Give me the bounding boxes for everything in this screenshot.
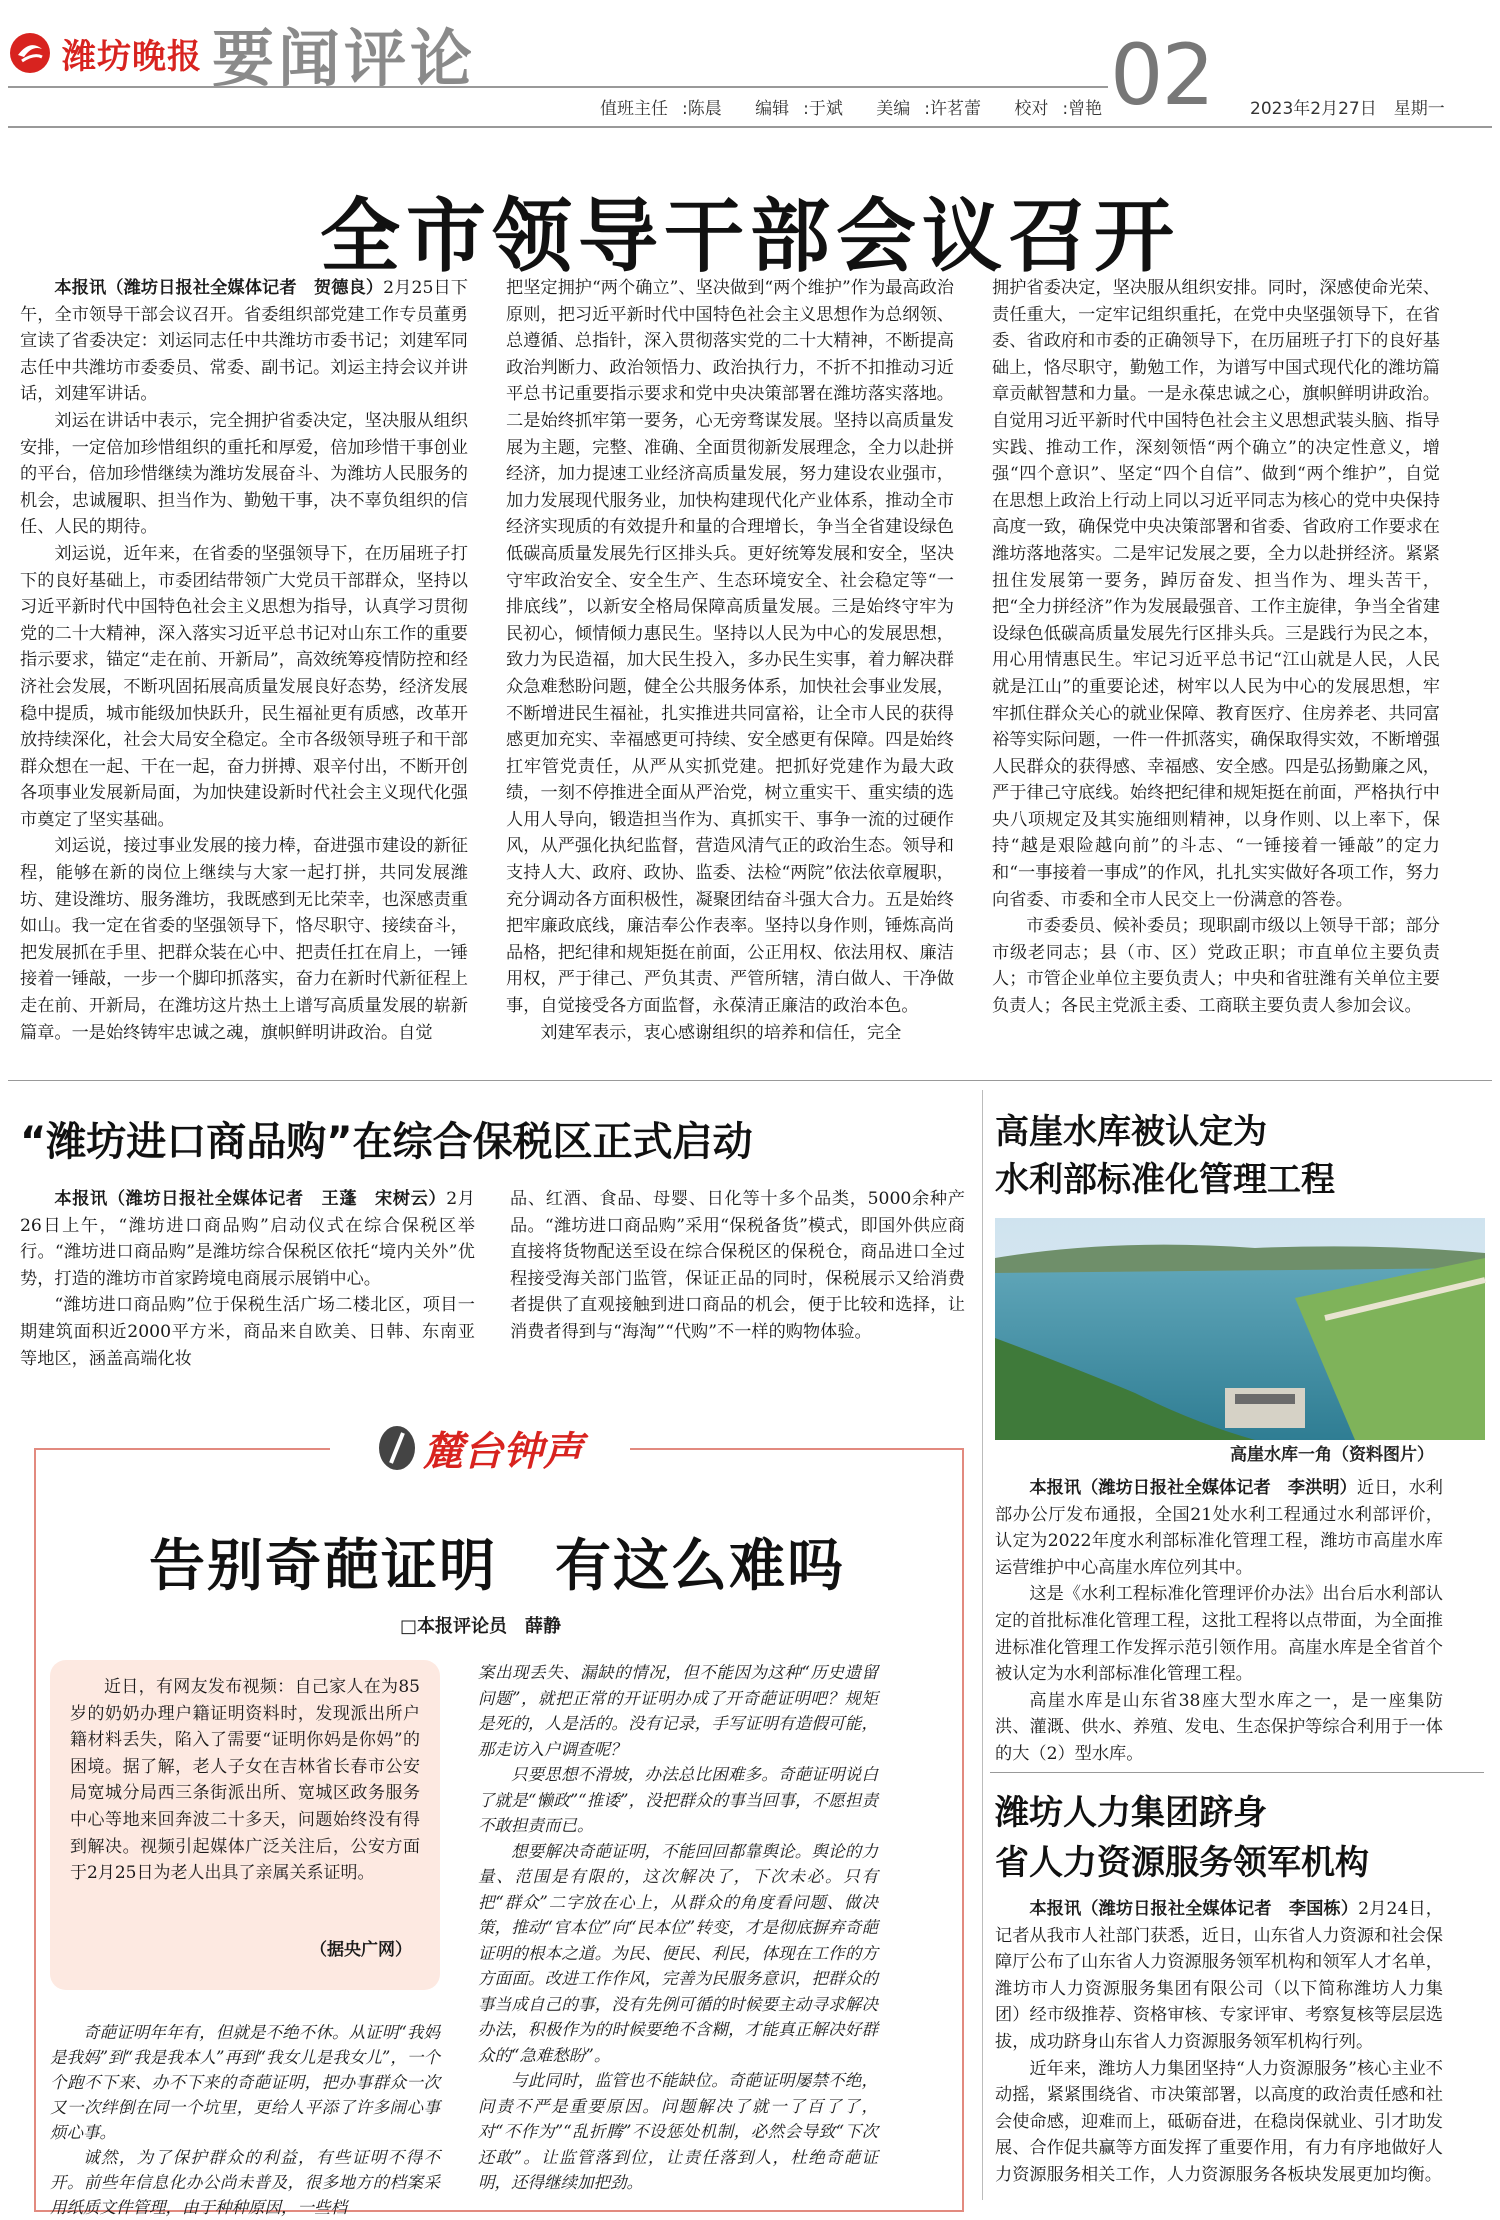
- paragraph: “潍坊进口商品购”位于保税生活广场二楼北区，项目一期建筑面积近2000平方米，商品来自欧美、日韩、东南亚等地区，涵盖高端化妆: [20, 1295, 475, 1369]
- reservoir-headline: 高崖水库被认定为 水利部标准化管理工程: [995, 1112, 1335, 1200]
- editor-credit: 值班主任 :陈晨: [600, 99, 722, 119]
- column-divider: [982, 1090, 983, 2200]
- paragraph: 刘运说，近年来，在省委的坚强领导下，在历届班子打下的良好基础上，市委团结带领广大党员干部群众，坚持以习近平新时代中国特色社会主义思想为指导，认真学习贯彻党的二十大精神，深入落实习近平总书记对山东工作的重要指示要求，锚定“走在前、开新局”，高效统筹疫情防控和经济社会发展，不断巩固拓展高质量发展良好态势，经济发展稳中提质，城市能级加快跃升，民生福祉更有质感，改革开放持续深化，社会大局安全稳定。全市各级领导班子和干部群众想在一起、干在一起，奋力拼搏、艰辛付出，不断开创各项事业发展新局面，为加快建设新时代社会主义现代化强市奠定了坚实基础。: [20, 543, 468, 830]
- reservoir-photo: [995, 1218, 1485, 1440]
- commentary-col-1: [50, 2020, 440, 2217]
- masthead: [8, 21, 608, 95]
- editor-credit: 美编 :许茗蕾: [876, 99, 982, 119]
- commentary-author: □本报评论员 薛静: [400, 1616, 562, 1637]
- column-name: 麓台钟声: [423, 1427, 583, 1475]
- lead-article-col-3: [992, 275, 1440, 1055]
- paper-name: 潍坊晚报: [62, 36, 202, 77]
- paragraph: 拥护省委决定，坚决服从组织安排。同时，深感使命光荣、责任重大，一定牢记组织重托，在党中央坚强领导下，在省委、省政府和市委的正确领导下，在历届班子打下的良好基础上，恪尽职守，勤勉工作，为谱写中国式现代化的潍坊篇章贡献智慧和力量。一是永葆忠诚之心，旗帜鲜明讲政治。自觉用习近平新时代中国特色社会主义思想武装头脑、指导实践、推动工作，深刻领悟“两个确立”的决定性意义，增强“四个意识”、坚定“四个自信”、做到“两个维护”，自觉在思想上政治上行动上同以习近平同志为核心的党中央保持高度一致，确保党中央决策部署和省委、省政府工作要求在潍坊落地落实。二是牢记发展之要，全力以赴拼经济。紧紧扭住发展第一要务，踔厉奋发、担当作为、埋头苦干，把“全力拼经济”作为发展最强音、工作主旋律，争当全省建设绿色低碳高质量发展先行区排头兵。三是践行为民之本，用心用情惠民生。牢记习近平总书记“江山就是人民，人民就是江山”的重要论述，树牢以人民为中心的发展思想，牢牢抓住群众关心的就业保障、教育医疗、住房养老、共同富裕等实际问题，一件一件抓落实，确保取得实效，不断增强人民群众的获得感、幸福感、安全感。四是弘扬勤廉之风，严于律己守底线。始终把纪律和规矩挺在前面，严格执行中央八项规定及其实施细则精神，以身作则、以上率下，保持“越是艰险越向前”的斗志、“一锤接着一锤敲”的定力和“一事接着一事成”的作风，扎扎实实做好各项工作，努力向省委、市委和全市人民交上一份满意的答卷。: [992, 278, 1440, 910]
- paragraph: 与此同时，监管也不能缺位。奇葩证明屡禁不绝，问责不严是重要原因。问题解决了就一了百了了，对“不作为”“乱折腾”不设惩处机制，必然会导致“下次还敢”。让监管落到位，让责任落到人，杜绝奇葩证明，还得继续加把劲。: [478, 2071, 878, 2192]
- masthead-rule: [8, 86, 1108, 88]
- byline: 本报讯（潍坊日报社全媒体记者 王蓬 宋树云）: [54, 1189, 447, 1209]
- column-banner: [330, 1420, 630, 1476]
- hr-article-body: 本报讯（潍坊日报社全媒体记者 李国栋）2月24日，记者从我市人社部门获悉，近日，山东省人力资源和社会保障厅公布了山东省人力资源服务领军机构和领军人才名单，潍坊市人力资源服务集团有限公司（以下简称潍坊人力集团）经市级推荐、资格审核、专家评审、考察复核等层层选拔，成功跻身山东省人力资源服务领军机构行列。 近年来，潍坊人力集团坚持“人力资源服务”核心主业不动摇，紧紧围绕省、市决策部署，以高度的政治责任感和社会使命感，迎难而上，砥砺奋进，在稳岗保就业、引才助发展、合作促共赢等方面发挥了重要作用，有力有序地做好人力资源服务相关工作，人力资源服务各板块发展更加均衡。: [995, 1896, 1443, 2208]
- trade-headline: “潍坊进口商品购”在综合保税区正式启动: [20, 1119, 753, 1165]
- trade-article-col-2: [510, 1186, 965, 1386]
- paragraph: 刘运在讲话中表示，完全拥护省委决定，坚决服从组织安排，一定倍加珍惜组织的重托和厚爱，倍加珍惜干事创业的平台，倍加珍惜继续为潍坊发展奋斗、为潍坊人民服务的机会，忠诚履职、担当作为、勤勉干事，决不辜负组织的信任、人民的期待。: [20, 410, 468, 538]
- paragraph: 刘运说，接过事业发展的接力棒，奋进强市建设的新征程，能够在新的岗位上继续与大家一起打拼，共同发展潍坊、建设潍坊、服务潍坊，我既感到无比荣幸，也深感责重如山。我一定在省委的坚强领导下，恪尽职守、接续奋斗，把发展抓在手里、把群众装在心中、把责任扛在肩上，一锤接着一锤敲，一步一个脚印抓落实，奋力在新时代新征程上走在前、开新局，在潍坊这片热土上谱写高质量发展的崭新篇章。一是始终铸牢忠诚之魂，旗帜鲜明讲政治。自觉: [20, 836, 468, 1043]
- paragraph: 把坚定拥护“两个确立”、坚决做到“两个维护”作为最高政治原则，把习近平新时代中国特色社会主义思想作为总纲领、总遵循、总指针，深入贯彻落实党的二十大精神，不断提高政治判断力、政治领悟力、政治执行力，不折不扣推动习近平总书记重要指示要求和党中央决策部署在潍坊落实落地。二是始终抓牢第一要务，心无旁骛谋发展。坚持以高质量发展为主题，完整、准确、全面贯彻新发展理念，全力以赴拼经济，加力提速工业经济高质量发展，努力建设农业强市，加力发展现代服务业，加快构建现代化产业体系，推动全市经济实现质的有效提升和量的合理增长，争当全省建设绿色低碳高质量发展先行区排头兵。更好统筹发展和安全，坚决守牢政治安全、安全生产、生态环境安全、社会稳定等“一排底线”，以新安全格局保障高质量发展。三是始终守牢为民初心，倾情倾力惠民生。坚持以人民为中心的发展思想，致力为民造福，加大民生投入，多办民生实事，着力解决群众急难愁盼问题，健全公共服务体系，加快社会事业发展，不断增进民生福祉，扎实推进共同富裕，让全市人民的获得感更加充实、幸福感更可持续、安全感更有保障。四是始终扛牢管党责任，从严从实抓党建。把抓好党建作为最大政绩，一刻不停推进全面从严治党，树立重实干、重实绩的选人用人导向，锻造担当作为、真抓实干、事争一流的过硬作风，从严强化执纪监督，营造风清气正的政治生态。领导和支持人大、政府、政协、监委、法检“两院”依法依章履职，充分调动各方面积极性，凝聚团结奋斗强大合力。五是始终把牢廉政底线，廉洁奉公作表率。坚持以身作则，锤炼高尚品格，把纪律和规矩挺在前面，公正用权、依法用权、廉洁用权，严于律己、严负其责、严管所辖，清白做人、干净做事，自觉接受各方面监督，永葆清正廉洁的政治本色。: [506, 278, 954, 1017]
- hr-headline: 潍坊人力集团跻身 省人力资源服务领军机构: [995, 1793, 1369, 1883]
- commentary-headline: 告别奇葩证明 有这么难吗: [149, 1534, 845, 1599]
- editor-credit: 编辑 :于斌: [755, 99, 843, 119]
- paragraph: 市委委员、候补委员；现职副市级以上领导干部；部分市级老同志；县（市、区）党政正职；市直单位主要负责人；市管企业单位主要负责人；中央和省驻潍有关单位主要负责人；各民主党派主委、工商联主要负责人参加会议。: [992, 916, 1440, 1017]
- byline: 本报讯（潍坊日报社全媒体记者 李洪明）: [1029, 1478, 1357, 1498]
- section-divider: [8, 1080, 1492, 1081]
- quote-text: 近日，有网友发布视频：自己家人在为85岁的奶奶办理户籍证明资料时，发现派出所户籍材料丢失，陷入了需要“证明你妈是你妈”的困境。据了解，老人子女在吉林省长春市公安局宽城分局西三条街派出所、宽城区政务服务中心等地来回奔波二十多天，问题始终没有得到解决。视频引起媒体广泛关注后，公安方面于2月25日为老人出具了亲属关系证明。: [70, 1677, 420, 1884]
- section-divider: [990, 1772, 1484, 1773]
- issue-date: 2023年2月27日 星期一: [1250, 99, 1445, 119]
- paragraph: 只要思想不滑坡，办法总比困难多。奇葩证明说白了就是“懒政”“推诿”，没把群众的事当回事，不愿担责不敢担责而已。: [478, 1765, 878, 1835]
- photo-caption: 高崖水库一角（资料图片）: [1230, 1445, 1434, 1465]
- reservoir-article-body: 本报讯（潍坊日报社全媒体记者 李洪明）近日，水利部办公厅发布通报，全国21处水利工程通过水利部评价，认定为2022年度水利部标准化管理工程，潍坊市高崖水库运营维护中心高崖水库位列其中。 这是《水利工程标准化管理评价办法》出台后水利部认定的首批标准化管理工程，这批工程将以点带面，为全面推进标准化管理工作发挥示范引领作用。高崖水库是全省首个被认定为水利部标准化管理工程。 高崖水库是山东省38座大型水库之一，是一座集防洪、灌溉、供水、养殖、发电、生态保护等综合利用于一体的大（2）型水库。: [995, 1475, 1443, 1785]
- paragraph: 奇葩证明年年有，但就是不绝不休。从证明“我妈是我妈”到“我是我本人”再到“我女儿是我女儿”，一个个跑不下来、办不下来的奇葩证明，把办事群众一次又一次绊倒在同一个坑里，更给人平添了许多闹心事烦心事。: [50, 2023, 440, 2142]
- quote-source: （据央广网）: [310, 1940, 412, 1960]
- paragraph: 刘建军表示，衷心感谢组织的培养和信任，完全: [540, 1022, 902, 1043]
- paragraph: 品、红酒、食品、母婴、日化等十多个品类，5000余种产品。“潍坊进口商品购”采用“保税备货”模式，即国外供应商直接将货物配送至设在综合保税区的保税仓，商品进口全过程接受海关部门监管，保证正品的同时，保税展示又给消费者提供了直观接触到进口商品的机会，便于比较和选择，让消费者得到与“海淘”“代购”不一样的购物体验。: [510, 1189, 965, 1342]
- commentary-col-2: [478, 1660, 878, 2200]
- paragraph: 诚然，为了保护群众的利益，有些证明不得不开。前些年信息化办公尚未普及，很多地方的档案采用纸质文件管理，由于种种原因，一些档: [50, 2148, 440, 2217]
- byline: 本报讯（潍坊日报社全媒体记者 李国栋）: [1029, 1899, 1359, 1919]
- trade-article-col-1: 本报讯（潍坊日报社全媒体记者 王蓬 宋树云）2月26日上午，“潍坊进口商品购”启动仪式在综合保税区举行。“潍坊进口商品购”是潍坊综合保税区依托“境内关外”优势，打造的潍坊市首家跨境电商展示展销中心。 “潍坊进口商品购”位于保税生活广场二楼北区，项目一期建筑面积近2000平方米，商品来自欧美、日韩、东南亚等地区，涵盖高端化妆: [20, 1186, 475, 1386]
- lead-article-col-2: [506, 275, 954, 1055]
- page-number: 02: [1110, 26, 1213, 124]
- paragraph: 案出现丢失、漏缺的情况，但不能因为这种“历史遗留问题”，就把正常的开证明办成了开奇葩证明吧？规矩是死的，人是活的。没有记录，手写证明有造假可能，那走访入户调查呢？: [478, 1663, 878, 1759]
- byline: 本报讯（潍坊日报社全媒体记者 贺德良）: [54, 278, 384, 298]
- masthead-bottom-rule: [8, 126, 1492, 128]
- lead-article-col-1: 本报讯（潍坊日报社全媒体记者 贺德良）2月25日下午，全市领导干部会议召开。省委组织部党建工作专员董勇宣读了省委决定：刘运同志任中共潍坊市委书记；刘建军同志任中共潍坊市委委员、常委、副书记。刘运主持会议并讲话，刘建军讲话。 刘运在讲话中表示，完全拥护省委决定，坚决服从组织安排，一定倍加珍惜组织的重托和厚爱，倍加珍惜干事创业的平台，倍加珍惜继续为潍坊发展奋斗、为潍坊人民服务的机会，忠诚履职、担当作为、勤勉干事，决不辜负组织的信任、人民的期待。 刘运说，近年来，在省委的坚强领导下，在历届班子打下的良好基础上，市委团结带领广大党员干部群众，坚持以习近平新时代中国特色社会主义思想为指导，认真学习贯彻党的二十大精神，深入落实习近平总书记对山东工作的重要指示要求，锚定“走在前、开新局”，高效统筹疫情防控和经济社会发展，不断巩固拓展高质量发展良好态势，经济发展稳中提质，城市能级加快跃升，民生福祉更有质感，改革开放持续深化，社会大局安全稳定。全市各级领导班子和干部群众想在一起、干在一起，奋力拼搏、艰辛付出，不断开创各项事业发展新局面，为加快建设新时代社会主义现代化强市奠定了坚实基础。 刘运说，接过事业发展的接力棒，奋进强市建设的新征程，能够在新的岗位上继续与大家一起打拼，共同发展潍坊、建设潍坊、服务潍坊，我既感到无比荣幸，也深感责重如山。我一定在省委的坚强领导下，恪尽职守、接续奋斗，把发展抓在手里、把群众装在心中、把责任扛在肩上，一锤接着一锤敲，一步一个脚印抓落实，奋力在新时代新征程上走在前、开新局，在潍坊这片热土上谱写高质量发展的崭新篇章。一是始终铸牢忠诚之魂，旗帜鲜明讲政治。自觉: [20, 275, 468, 1055]
- paragraph: 高崖水库是山东省38座大型水库之一，是一座集防洪、灌溉、供水、养殖、发电、生态保护等综合利用于一体的大（2）型水库。: [995, 1690, 1443, 1764]
- editor-credits: [600, 94, 1130, 119]
- editor-credit: 校对 :曾艳: [1014, 99, 1103, 119]
- paragraph: 近年来，潍坊人力集团坚持“人力资源服务”核心主业不动摇，紧紧围绕省、市决策部署，以高度的政治责任感和社会使命感，迎难而上，砥砺奋进，在稳岗保就业、引才助发展、合作促共赢等方面发挥了重要作用，有力有序地做好人力资源服务相关工作，人力资源服务各板块发展更加均衡。: [995, 2058, 1443, 2185]
- section-title: 要闻评论: [212, 21, 477, 95]
- lead-headline: 全市领导干部会议召开: [320, 190, 1180, 283]
- newspaper-logo-icon: [8, 31, 52, 75]
- paragraph: 想要解决奇葩证明，不能回回都靠舆论。舆论的力量、范围是有限的，这次解决了，下次未必。只有把“群众”二字放在心上，从群众的角度看问题、做决策，推动“官本位”向“民本位”转变，才是彻底摒弃奇葩证明的根本之道。为民、便民、利民，体现在工作的方方面面。改进工作作风，完善为民服务意识，把群众的事当成自己的事，没有先例可循的时候要主动寻求解决办法，积极作为的时候要绝不含糊，才能真正解决好群众的“急难愁盼”。: [478, 1841, 878, 2065]
- quote-text-block: [70, 1674, 420, 1934]
- paragraph: 这是《水利工程标准化管理评价办法》出台后水利部认定的首批标准化管理工程，这批工程将以点带面，为全面推进标准化管理工作发挥示范引领作用。高崖水库是全省首个被认定为水利部标准化管理工程。: [995, 1584, 1443, 1685]
- pen-icon: [377, 1423, 417, 1473]
